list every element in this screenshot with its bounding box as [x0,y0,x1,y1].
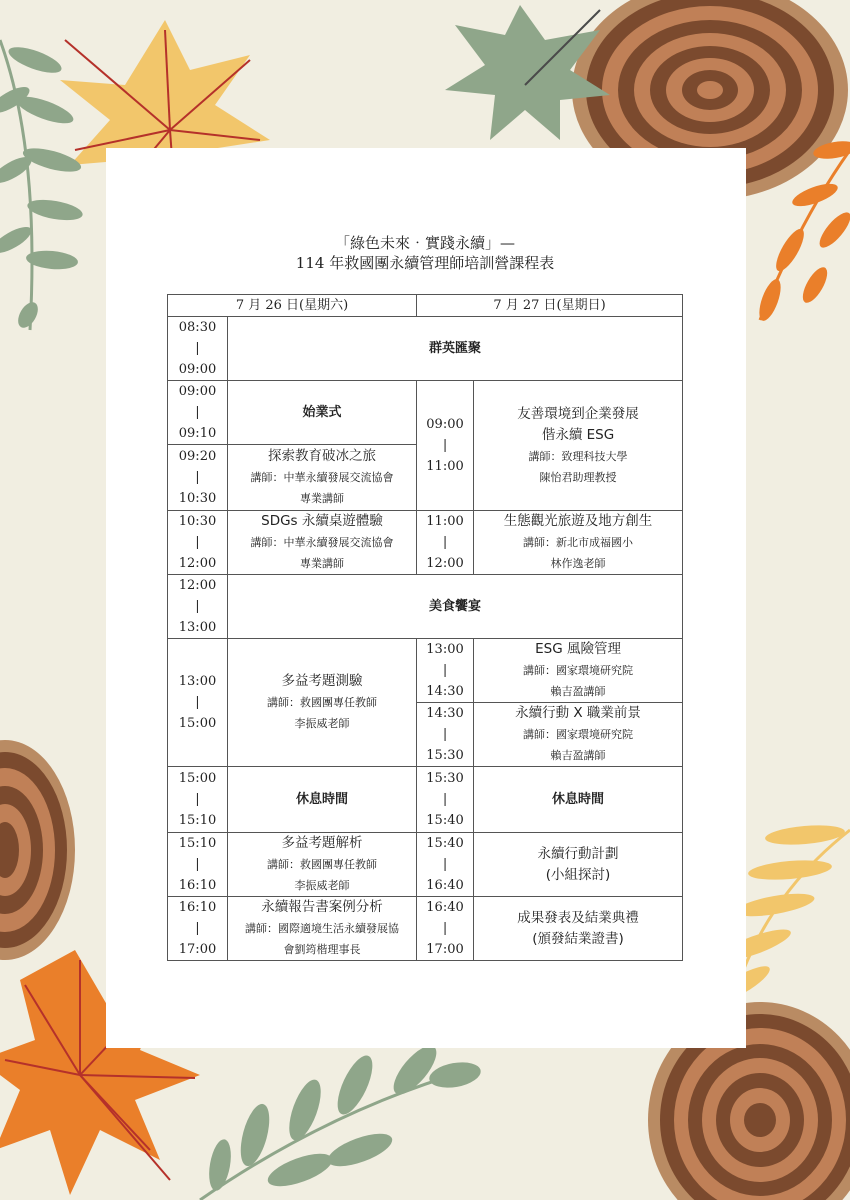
session-cell: 友善環境到企業發展 偕永續 ESG 講師：致理科技大學 陳怡君助理教授 [474,381,683,511]
table-row [168,317,683,381]
fern-bottom-icon [200,1039,483,1200]
session-cell: 永續報告書案例分析 講師：國際適境生活永續發展協 會劉筠楷理事長 [228,897,417,961]
event-cell: 始業式 [228,381,417,445]
wood-slice-left-icon [0,740,75,960]
time-cell: 08:30 | 09:00 [168,317,228,381]
time-cell: 15:30 | 15:40 [417,767,474,833]
title-line-1: 「綠色未來‧實踐永續」— [334,234,515,252]
session-cell: 永續行動計劃 (小組探討) [474,833,683,897]
event-cell: 美食饗宴 [228,575,683,639]
header-day2: 7 月 27 日(星期日) [417,295,683,317]
title-line-2: 114 年救國團永續管理師培訓營課程表 [295,254,555,272]
event-cell: 休息時間 [474,767,683,833]
time-cell: 13:00 | 14:30 [417,639,474,703]
time-cell: 09:00 | 11:00 [417,381,474,511]
table-row [168,575,683,639]
session-cell: 多益考題解析 講師：救國團專任教師 李振威老師 [228,833,417,897]
time-cell: 10:30 | 12:00 [168,511,228,575]
session-cell: 多益考題測驗 講師：救國團專任教師 李振威老師 [228,639,417,767]
table-header-row [168,295,683,317]
event-cell: 休息時間 [228,767,417,833]
schedule-table [167,294,683,961]
table-row [168,833,683,897]
event-cell: 群英匯聚 [228,317,683,381]
time-cell: 15:10 | 16:10 [168,833,228,897]
time-cell: 15:00 | 15:10 [168,767,228,833]
session-cell: SDGs 永續桌遊體驗 講師：中華永續發展交流協會 專業講師 [228,511,417,575]
time-cell: 14:30 | 15:30 [417,703,474,767]
table-row [168,639,683,703]
session-cell: 成果發表及結業典禮 (頒發結業證書) [474,897,683,961]
time-cell: 15:40 | 16:40 [417,833,474,897]
time-cell: 09:20 | 10:30 [168,445,228,511]
table-row [168,897,683,961]
time-cell: 12:00 | 13:00 [168,575,228,639]
header-day1: 7 月 26 日(星期六) [168,295,417,317]
session-cell: 永續行動 X 職業前景 講師：國家環境研究院 賴吉盈講師 [474,703,683,767]
session-cell: 探索教育破冰之旅 講師：中華永續發展交流協會 專業講師 [228,445,417,511]
time-cell: 13:00 | 15:00 [168,639,228,767]
table-row [168,511,683,575]
session-cell: 生態觀光旅遊及地方創生 講師：新北市成福國小 林作逸老師 [474,511,683,575]
page-title [0,233,850,273]
session-cell: ESG 風險管理 講師：國家環境研究院 賴吉盈講師 [474,639,683,703]
time-cell: 16:40 | 17:00 [417,897,474,961]
time-cell: 09:00 | 09:10 [168,381,228,445]
table-row [168,381,683,445]
time-cell: 11:00 | 12:00 [417,511,474,575]
table-row [168,767,683,833]
time-cell: 16:10 | 17:00 [168,897,228,961]
